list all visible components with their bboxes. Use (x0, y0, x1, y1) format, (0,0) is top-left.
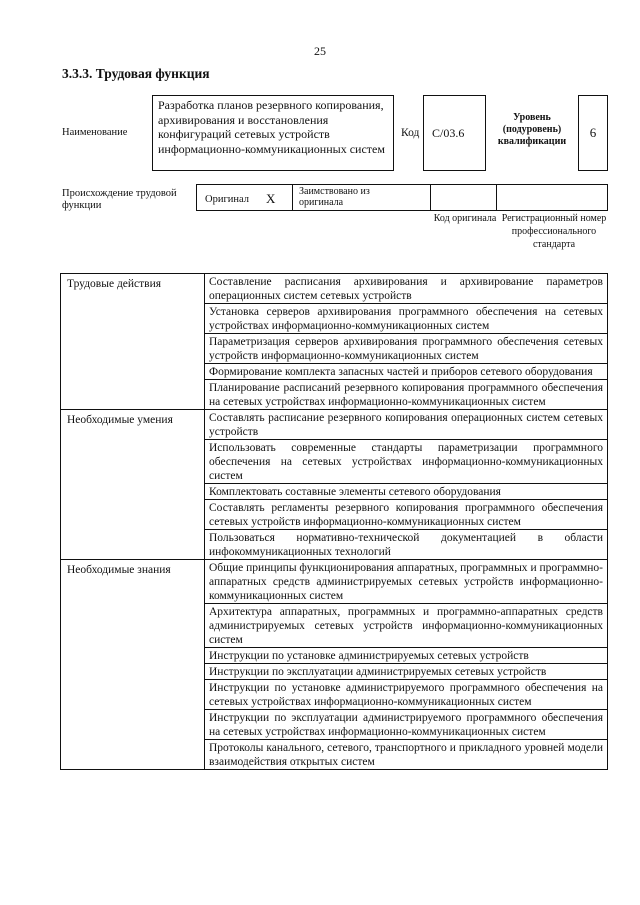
reg-number-label: Регистрационный номер профессионального стандарта (501, 213, 607, 250)
table-cell: Составление расписания архивирования и архивирование параметров операционных систем сетевых устройств (205, 274, 608, 304)
borrowed-label: Заимствовано из оригинала (299, 186, 370, 208)
table-cell: Комплектовать составные элементы сетевого оборудования (205, 484, 608, 500)
table-cell: Инструкции по эксплуатации администрируемого программного обеспечения на сетевых устройствах информационно-коммуникационных систем (205, 710, 608, 740)
name-label: Наименование (62, 127, 128, 138)
table-cell: Использовать современные стандарты параметризации программного обеспечения на сетевых устройствах информационно-коммуникационных систем (205, 440, 608, 484)
table-cell: Параметризация серверов архивирования программного обеспечения сетевых устройств информационно-коммуникационных систем (205, 334, 608, 364)
original-mark: X (266, 191, 276, 206)
section-label-skills: Необходимые умения (61, 410, 205, 560)
origin-label: Происхождение трудовой функции (62, 188, 177, 211)
table-cell: Инструкции по установке администрируемых сетевых устройств (205, 648, 608, 664)
table-row (61, 410, 608, 440)
table-cell: Общие принципы функционирования аппаратных, программных и программно-аппаратных средств администрируемых сетевых устройств информационно-коммуникационных систем (205, 560, 608, 604)
table-cell: Формирование комплекта запасных частей и приборов сетевого оборудования (205, 364, 608, 380)
section-title: 3.3.3. Трудовая функция (62, 66, 210, 81)
table-cell: Архитектура аппаратных, программных и программно-аппаратных средств администрируемых сетевых устройств информационно-коммуникационных систем (205, 604, 608, 648)
table-cell: Инструкции по установке администрируемого программного обеспечения на сетевых устройствах информационно-коммуникационных систем (205, 680, 608, 710)
labor-function-table (60, 273, 608, 770)
section-label-knowledge: Необходимые знания (61, 560, 205, 770)
section-label-actions: Трудовые действия (61, 274, 205, 410)
code-value: C/03.6 (423, 95, 486, 171)
original-label: Оригинал (205, 194, 249, 205)
function-name-value: Разработка планов резервного копирования, архивирования и восстановления конфигураций сетевых устройств информационно-коммуникационных систем (152, 95, 394, 171)
table-cell: Планирование расписаний резервного копирования программного обеспечения на сетевых устройствах информационно-коммуникационных систем (205, 380, 608, 410)
page-number: 25 (314, 44, 326, 58)
table-cell: Протоколы канального, сетевого, транспортного и прикладного уровней модели взаимодействия открытых систем (205, 740, 608, 770)
table-row (61, 560, 608, 604)
level-value: 6 (578, 95, 608, 171)
level-label: Уровень (подуровень) квалификации (497, 112, 567, 147)
code-label: Код (401, 127, 420, 139)
table-cell: Установка серверов архивирования программного обеспечения на сетевых устройствах информационно-коммуникационных систем (205, 304, 608, 334)
table-cell: Составлять расписание резервного копирования операционных систем сетевых устройств (205, 410, 608, 440)
table-cell: Инструкции по эксплуатации администрируемых сетевых устройств (205, 664, 608, 680)
table-cell: Пользоваться нормативно-технической документацией в области инфокоммуникационных технологий (205, 530, 608, 560)
table-row (61, 274, 608, 304)
table-cell: Составлять регламенты резервного копирования программного обеспечения сетевых устройств информационно-коммуникационных систем (205, 500, 608, 530)
code-of-original: Код оригинала (433, 213, 497, 224)
